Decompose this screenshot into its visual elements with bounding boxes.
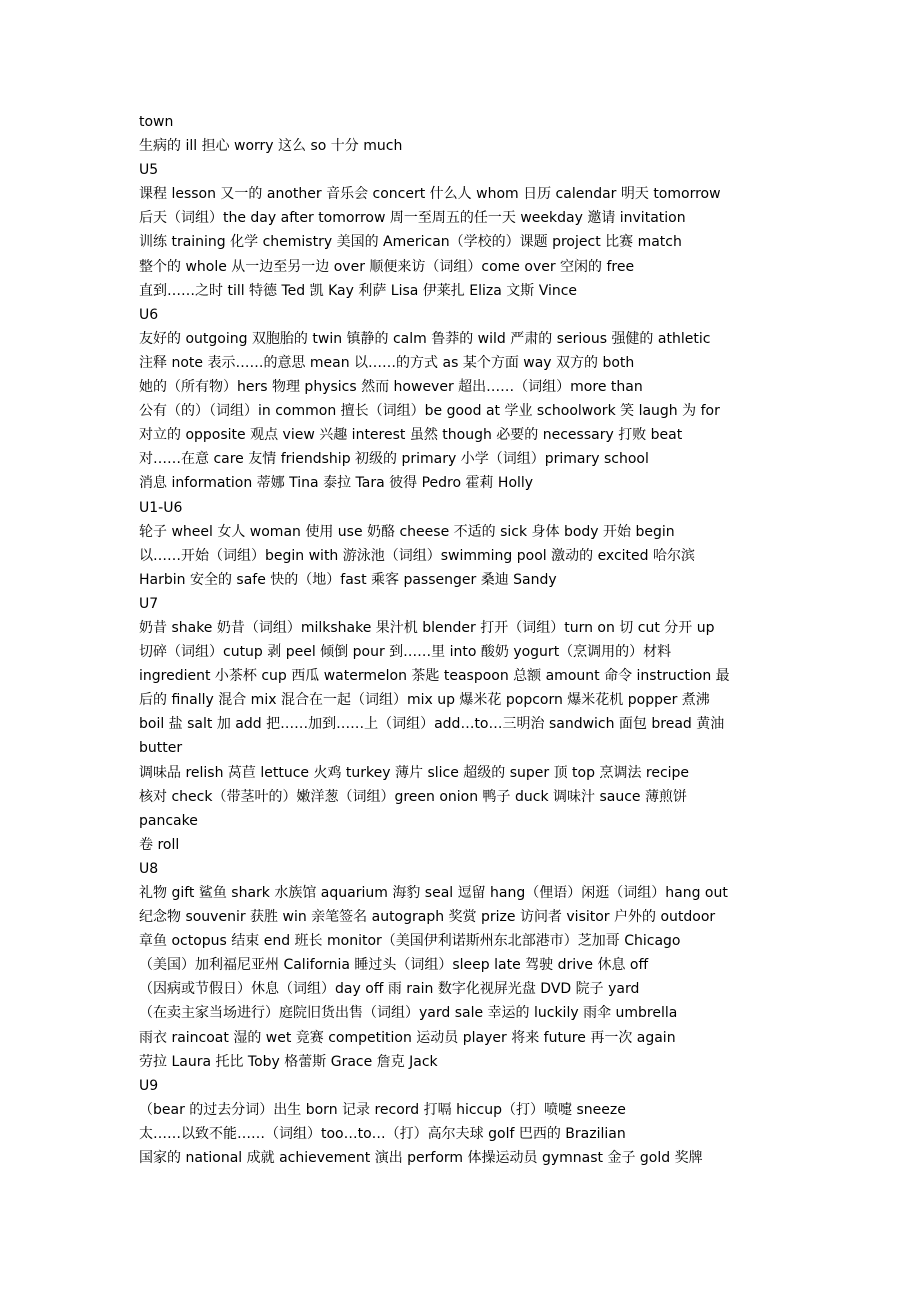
text-line: 奶昔 shake 奶昔（词组）milkshake 果汁机 blender 打开（词组）turn on 切 cut 分开 up: [139, 619, 715, 636]
text-line: 生病的 ill 担心 worry 这么 so 十分 much: [139, 138, 403, 155]
document-page: [139, 110, 789, 1170]
text-line: 劳拉 Laura 托比 Toby 格蕾斯 Grace 詹克 Jack: [139, 1053, 438, 1070]
text-line: 友好的 outgoing 双胞胎的 twin 镇静的 calm 鲁莽的 wild 严肃的 serious 强健的 athletic: [139, 330, 711, 347]
text-line: 太……以致不能……（词组）too…to…（打）高尔夫球 golf 巴西的 Brazilian: [139, 1125, 626, 1142]
text-line: 公有（的）（词组）in common 擅长（词组）be good at 学业 schoolwork 笑 laugh 为 for: [139, 403, 720, 420]
text-line: 课程 lesson 又一的 another 音乐会 concert 什么人 whom 日历 calendar 明天 tomorrow: [139, 186, 721, 203]
text-line: 轮子 wheel 女人 woman 使用 use 奶酪 cheese 不适的 sick 身体 body 开始 begin: [139, 523, 675, 540]
text-line: 消息 information 蒂娜 Tina 泰拉 Tara 彼得 Pedro 霍莉 Holly: [139, 475, 534, 492]
text-line: 纪念物 souvenir 获胜 win 亲笔签名 autograph 奖赏 prize 访问者 visitor 户外的 outdoor: [139, 909, 716, 926]
unit-heading: U9: [139, 1077, 159, 1094]
unit-heading: U8: [139, 860, 159, 877]
text-line: 整个的 whole 从一边至另一边 over 顺便来访（词组）come over 空闲的 free: [139, 258, 635, 275]
text-line: 雨衣 raincoat 湿的 wet 竞赛 competition 运动员 player 将来 future 再一次 again: [139, 1029, 676, 1046]
text-line: 后天（词组）the day after tomorrow 周一至周五的任一天 weekday 邀请 invitation: [139, 210, 686, 227]
unit-heading: U5: [139, 162, 159, 179]
text-line: 后的 finally 混合 mix 混合在一起（词组）mix up 爆米花 popcorn 爆米花机 popper 煮沸: [139, 692, 710, 709]
text-line: （在卖主家当场进行）庭院旧货出售（词组）yard sale 幸运的 luckily 雨伞 umbrella: [139, 1005, 678, 1022]
text-line: 切碎（词组）cutup 剥 peel 倾倒 pour 到……里 into 酸奶 yogurt（烹调用的）材料: [139, 644, 672, 661]
unit-heading: U6: [139, 306, 159, 323]
text-line: town: [139, 114, 174, 130]
text-line: （因病或节假日）休息（词组）day off 雨 rain 数字化视屏光盘 DVD 院子 yard: [139, 981, 640, 998]
text-line: 国家的 national 成就 achievement 演出 perform 体操运动员 gymnast 金子 gold 奖牌: [139, 1150, 703, 1167]
text-line: 章鱼 octopus 结束 end 班长 monitor（美国伊利诺斯州东北部港市）芝加哥 Chicago: [139, 933, 681, 950]
text-line: 礼物 gift 鲨鱼 shark 水族馆 aquarium 海豹 seal 逗留 hang（俚语）闲逛（词组）hang out: [139, 885, 728, 901]
text-line: Harbin 安全的 safe 快的（地）fast 乘客 passenger 桑迪 Sandy: [139, 571, 557, 588]
text-line: 调味品 relish 莴苣 lettuce 火鸡 turkey 薄片 slice 超级的 super 顶 top 烹调法 recipe: [139, 764, 690, 781]
text-line: 以……开始（词组）begin with 游泳池（词组）swimming pool 激动的 excited 哈尔滨: [139, 547, 695, 564]
text-line: butter: [139, 740, 183, 757]
unit-heading: U7: [139, 595, 159, 612]
text-line: 注释 note 表示……的意思 mean 以……的方式 as 某个方面 way 双方的 both: [139, 354, 635, 371]
text-line: 卷 roll: [139, 836, 180, 853]
text-line: boil 盐 salt 加 add 把……加到……上（词组）add…to…三明治 sandwich 面包 bread 黄油: [139, 716, 725, 733]
text-line: pancake: [139, 812, 198, 829]
unit-heading: U1-U6: [139, 499, 183, 516]
text-line: （美国）加利福尼亚州 California 睡过头（词组）sleep late 驾驶 drive 休息 off: [139, 957, 649, 974]
text-line: 直到……之时 till 特德 Ted 凯 Kay 利萨 Lisa 伊莱扎 Eliza 文斯 Vince: [139, 282, 578, 299]
text-line: 她的（所有物）hers 物理 physics 然而 however 超出……（词组）more than: [139, 379, 643, 396]
text-line: 核对 check（带茎叶的）嫩洋葱（词组）green onion 鸭子 duck 调味汁 sauce 薄煎饼: [139, 788, 687, 805]
text-line: 对……在意 care 友情 friendship 初级的 primary 小学（词组）primary school: [139, 451, 649, 468]
text-line: （bear 的过去分词）出生 born 记录 record 打嗝 hiccup（打）喷嚏 sneeze: [139, 1101, 626, 1118]
text-line: 训练 training 化学 chemistry 美国的 American（学校的）课题 project 比赛 match: [139, 234, 682, 251]
text-line: 对立的 opposite 观点 view 兴趣 interest 虽然 though 必要的 necessary 打败 beat: [139, 427, 683, 444]
text-line: ingredient 小茶杯 cup 西瓜 watermelon 茶匙 teaspoon 总额 amount 命令 instruction 最: [139, 668, 730, 685]
